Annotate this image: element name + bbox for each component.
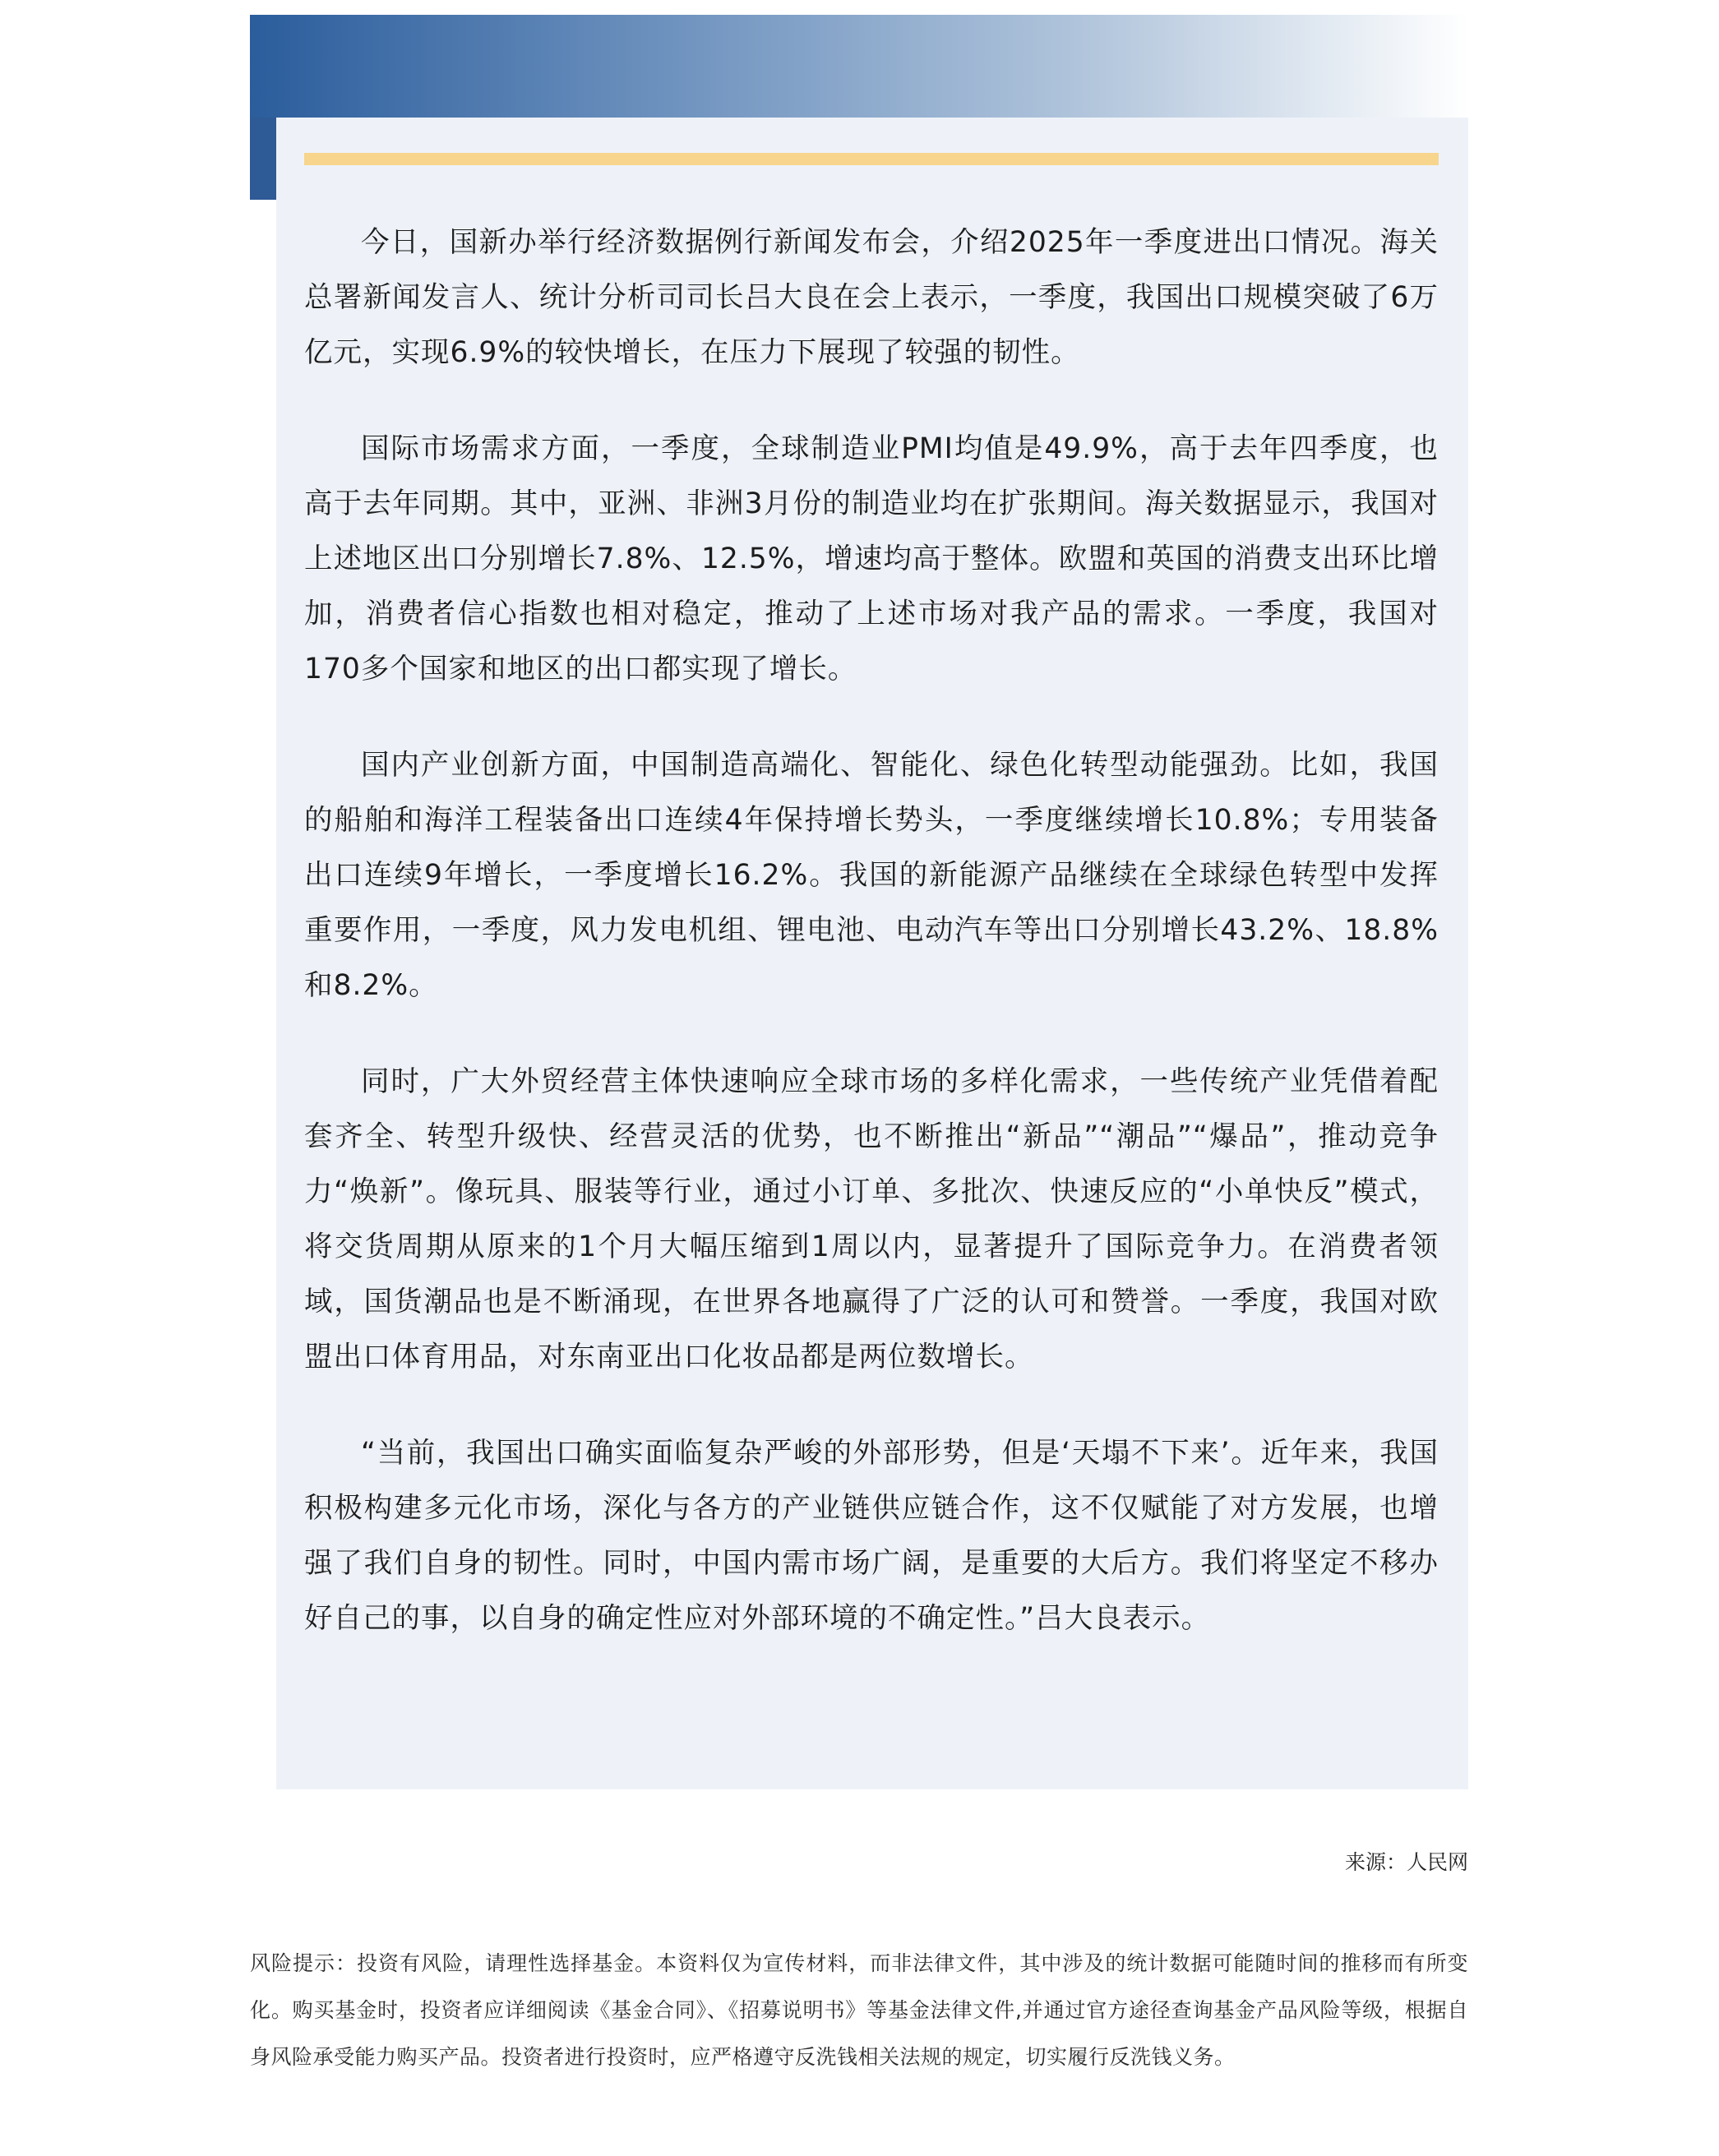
article-paragraph: “当前，我国出口确实面临复杂严峻的外部形势，但是‘天塌不下来’。近年来，我国积极构建多元化市场，深化与各方的产业链供应链合作，这不仅赋能了对方发展，也增强了我们自身的韧性。同时，中国内需市场广阔，是重要的大后方。我们将坚定不移办好自己的事，以自身的确定性应对外部环境的不确定性。”吕大良表示。 — [304, 1437, 1439, 1635]
header-gradient-band — [250, 15, 1468, 118]
gold-divider-line — [304, 153, 1439, 165]
source-credit: 来源：人民网 — [1344, 1850, 1468, 1874]
risk-disclaimer: 风险提示：投资有风险，请理性选择基金。本资料仅为宣传材料，而非法律文件，其中涉及的统计数据可能随时间的推移而有所变化。购买基金时，投资者应详细阅读《基金合同》、《招募说明书》等基金法律文件,并通过官方途径查询基金产品风险等级，根据自身风险承受能力购买产品。投资者进行投资时，应严格遵守反洗钱相关法规的规定，切实履行反洗钱义务。 — [250, 1951, 1468, 2069]
left-accent-bar — [250, 118, 276, 200]
article-paragraph: 今日，国新办举行经济数据例行新闻发布会，介绍2025年一季度进出口情况。海关总署新闻发言人、统计分析司司长吕大良在会上表示，一季度，我国出口规模突破了6万亿元，实现6.9%的较快增长，在压力下展现了较强的韧性。 — [304, 226, 1439, 369]
article-paragraph: 国内产业创新方面，中国制造高端化、智能化、绿色化转型动能强劲。比如，我国的船舶和海洋工程装备出口连续4年保持增长势头，一季度继续增长10.8%；专用装备出口连续9年增长，一季度增长16.2%。我国的新能源产品继续在全球绿色转型中发挥重要作用，一季度，风力发电机组、锂电池、电动汽车等出口分别增长43.2%、18.8%和8.2%。 — [304, 749, 1439, 1002]
article-body — [304, 215, 1439, 1687]
article-paragraph: 国际市场需求方面，一季度，全球制造业PMI均值是49.9%，高于去年四季度，也高于去年同期。其中，亚洲、非洲3月份的制造业均在扩张期间。海关数据显示，我国对上述地区出口分别增长7.8%、12.5%，增速均高于整体。欧盟和英国的消费支出环比增加，消费者信心指数也相对稳定，推动了上述市场对我产品的需求。一季度，我国对170多个国家和地区的出口都实现了增长。 — [304, 432, 1439, 686]
article-paragraph: 同时，广大外贸经营主体快速响应全球市场的多样化需求，一些传统产业凭借着配套齐全、转型升级快、经营灵活的优势，也不断推出“新品”“潮品”“爆品”，推动竞争力“焕新”。像玩具、服装等行业，通过小订单、多批次、快速反应的“小单快反”模式，将交货周期从原来的1个月大幅压缩到1周以内，显著提升了国际竞争力。在消费者领域，国货潮品也是不断涌现，在世界各地赢得了广泛的认可和赞誉。一季度，我国对欧盟出口体育用品，对东南亚出口化妆品都是两位数增长。 — [304, 1065, 1439, 1373]
